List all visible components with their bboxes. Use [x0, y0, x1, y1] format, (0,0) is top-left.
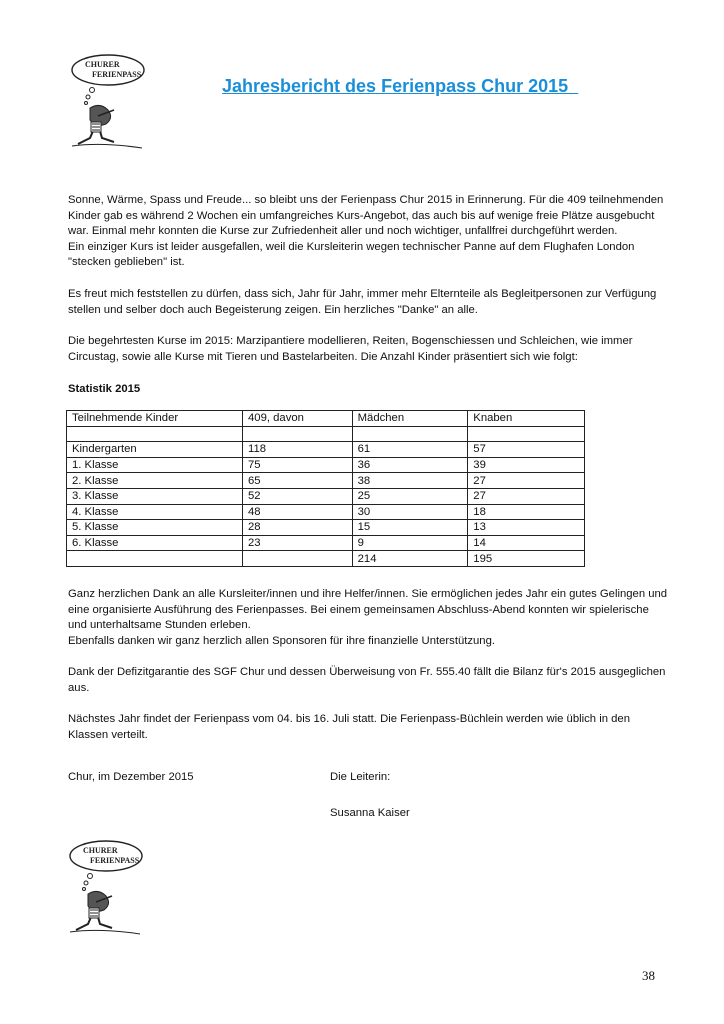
text-line: stellen und selber doch auch Begeisterung zeigen. Ein herzliches "Danke" an alle.: [68, 303, 478, 316]
table-row: [67, 473, 585, 489]
text-line: Dank der Defizitgarantie des SGF Chur und dessen Überweisung von Fr. 555.40 fällt die Bilanz für's 2015 ausgeglichen: [68, 666, 666, 678]
table-cell: 1. Klasse: [67, 457, 243, 473]
signature-name: Susanna Kaiser: [330, 807, 410, 819]
table-cell: 195: [468, 551, 585, 567]
header-cell: Knaben: [468, 411, 585, 427]
statistics-heading: Statistik 2015: [68, 383, 141, 395]
ferienpass-logo: [60, 836, 152, 941]
table-row: [67, 488, 585, 504]
courses-paragraph: [68, 334, 668, 365]
table-cell: 23: [243, 535, 353, 551]
table-cell: 48: [243, 504, 353, 520]
table-cell: [67, 426, 243, 442]
text-line: Die begehrtesten Kurse im 2015: Marzipantiere modellieren, Reiten, Bogenschiessen und Schleichen, wie immer: [68, 335, 633, 347]
text-line: Circustag, sowie alle Kurse mit Tieren und Bastelarbeiten. Die Anzahl Kinder präsentiert sich wie folgt:: [68, 350, 578, 363]
table-row: [67, 535, 585, 551]
logo-text-line1: CHURER: [83, 846, 118, 855]
table-cell: [352, 426, 468, 442]
text-line: Sonne, Wärme, Spass und Freude... so bleibt uns der Ferienpass Chur 2015 in Erinnerung. Für die 409 teilnehmenden: [68, 194, 664, 206]
table-header-row: [67, 411, 585, 427]
table-cell: 57: [468, 442, 585, 458]
signature-role: Die Leiterin:: [330, 771, 391, 783]
table-row: [67, 504, 585, 520]
table-cell: [468, 426, 585, 442]
text-line: eine organisierte Ausführung des Ferienpasses. Bei einem gemeinsamen Abschluss-Abend konnten wir spielerische: [68, 603, 649, 616]
table-cell: 36: [352, 457, 468, 473]
table-cell: 18: [468, 504, 585, 520]
table-cell: 2. Klasse: [67, 473, 243, 489]
table-cell: [243, 551, 353, 567]
ferienpass-logo: [62, 50, 154, 155]
table-cell: 39: [468, 457, 585, 473]
table-cell: 13: [468, 520, 585, 536]
table-row: [67, 442, 585, 458]
finance-paragraph: [68, 665, 668, 696]
table-cell: 25: [352, 488, 468, 504]
table-cell: 28: [243, 520, 353, 536]
text-line: Ganz herzlichen Dank an alle Kursleiter/innen und ihre Helfer/innen. Sie ermöglichen jedes Jahr ein gutes Gelingen und: [68, 588, 668, 600]
text-line: Kinder gab es während 2 Wochen ein umfangreiches Kurs-Angebot, das auch bis auf wenige freie Plätze ausgebucht: [68, 209, 655, 222]
table-cell: 14: [468, 535, 585, 551]
table-row: [67, 457, 585, 473]
text-line: Ein einziger Kurs ist leider ausgefallen, weil die Kursleiterin wegen technischer Panne auf dem Flughafen London: [68, 240, 635, 253]
table-cell: 27: [468, 473, 585, 489]
table-row: [67, 426, 585, 442]
table-cell: 65: [243, 473, 353, 489]
table-cell: Kindergarten: [67, 442, 243, 458]
table-cell: [243, 426, 353, 442]
intro-paragraph: [68, 193, 668, 271]
text-line: Klassen verteilt.: [68, 728, 148, 741]
logo-text-line2: FERIENPASS: [90, 856, 140, 865]
text-line: Ebenfalls danken wir ganz herzlich allen Sponsoren für ihre finanzielle Unterstützung.: [68, 634, 496, 647]
table-row: [67, 520, 585, 536]
table-cell: 52: [243, 488, 353, 504]
table-cell: [67, 551, 243, 567]
statistics-table: [66, 410, 585, 567]
place-date: Chur, im Dezember 2015: [68, 771, 194, 783]
table-cell: 6. Klasse: [67, 535, 243, 551]
table-cell: 30: [352, 504, 468, 520]
text-line: aus.: [68, 681, 90, 694]
table-cell: 61: [352, 442, 468, 458]
table-cell: 5. Klasse: [67, 520, 243, 536]
table-cell: 15: [352, 520, 468, 536]
page-number: 38: [642, 968, 655, 983]
text-line: war. Einmal mehr konnten die Kurse zur Zufriedenheit aller und noch wichtiger, unfallfrei durchgeführt werden.: [68, 225, 618, 238]
text-line: "stecken geblieben" ist.: [68, 256, 185, 269]
text-line: Es freut mich feststellen zu dürfen, dass sich, Jahr für Jahr, immer mehr Elternteile als Begleitpersonen zur Verfügung: [68, 288, 657, 300]
next-year-paragraph: [68, 712, 668, 743]
table-cell: 3. Klasse: [67, 488, 243, 504]
table-cell: 38: [352, 473, 468, 489]
header-cell: 409, davon: [243, 411, 353, 427]
table-cell: 4. Klasse: [67, 504, 243, 520]
thanks-paragraph: [68, 587, 668, 649]
table-cell: 9: [352, 535, 468, 551]
table-cell: 27: [468, 488, 585, 504]
table-totals-row: [67, 551, 585, 567]
table-cell: 214: [352, 551, 468, 567]
text-line: und unterhaltsame Stunden erleben.: [68, 619, 251, 632]
table-cell: 118: [243, 442, 353, 458]
text-line: Nächstes Jahr findet der Ferienpass vom 04. bis 16. Juli statt. Die Ferienpass-Büchlein werden wie üblich in den: [68, 713, 630, 725]
logo-text-line1: CHURER: [85, 60, 120, 69]
logo-text-line2: FERIENPASS: [92, 70, 142, 79]
table-cell: 75: [243, 457, 353, 473]
parents-paragraph: [68, 287, 668, 318]
header-cell: Teilnehmende Kinder: [67, 411, 243, 427]
header-cell: Mädchen: [352, 411, 468, 427]
page-title: Jahresbericht des Ferienpass Chur 2015: [222, 76, 579, 96]
